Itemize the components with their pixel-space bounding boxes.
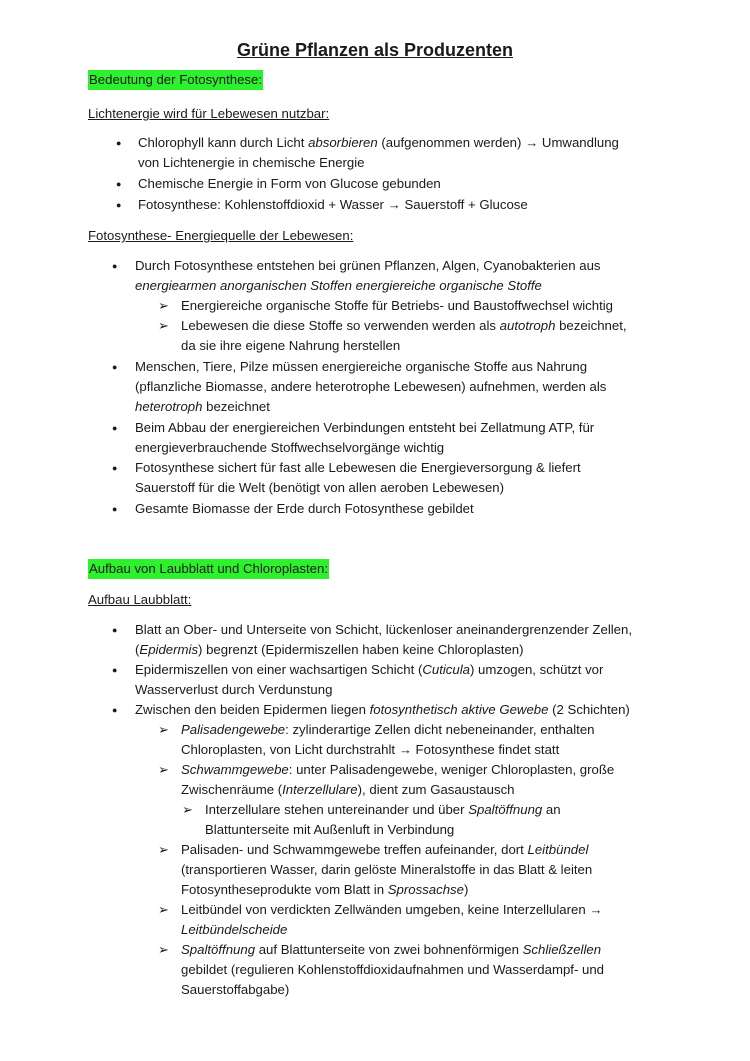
bullet-icon: ● — [112, 261, 118, 271]
bullet-icon: ● — [116, 138, 122, 148]
list-item-continuation: energieverbrauchende Stoffwechselvorgänge wichtig — [135, 440, 445, 455]
list-item: Epidermiszellen von einer wachsartigen Schicht (Cuticula) umzogen, schützt vor — [135, 662, 604, 677]
sub-list-item: Energiereiche organische Stoffe für Betriebs- und Baustoffwechsel wichtig — [181, 298, 614, 313]
sub-list-item: Leitbündel von verdickten Zellwänden umgeben, keine Interzellularen → — [181, 902, 603, 917]
arrow-bullet-icon: ➢ — [182, 802, 193, 817]
bullet-icon: ● — [116, 179, 122, 189]
arrow-bullet-icon: ➢ — [158, 842, 169, 857]
list-item: Gesamte Biomasse der Erde durch Fotosynthese gebildet — [135, 501, 474, 516]
sub-list-item: Spaltöffnung auf Blattunterseite von zwei bohnenförmigen Schließzellen — [181, 942, 602, 957]
bullet-icon: ● — [112, 504, 118, 514]
arrow-bullet-icon: ➢ — [158, 942, 169, 957]
list-item-continuation: energiearmen anorganischen Stoffen energiereiche organische Stoffe — [135, 278, 542, 293]
sub-list-item: Schwammgewebe: unter Palisadengewebe, weniger Chloroplasten, große — [181, 762, 615, 777]
sub-list-item-continuation: da sie ihre eigene Nahrung herstellen — [181, 338, 401, 353]
sub-list-item-continuation: (transportieren Wasser, darin gelöste Mineralstoffe in das Blatt & leiten — [181, 862, 593, 877]
section-heading-aufbau: Aufbau von Laubblatt und Chloroplasten: — [88, 559, 329, 579]
list-item: Beim Abbau der energiereichen Verbindungen entsteht bei Zellatmung ATP, für — [135, 420, 595, 435]
bullet-icon: ● — [112, 665, 118, 675]
subheading-aufbau-laubblatt: Aufbau Laubblatt: — [88, 592, 192, 607]
sub-sub-list-item: Interzellulare stehen untereinander und über Spaltöffnung an — [205, 802, 561, 817]
list-item-continuation: von Lichtenergie in chemische Energie — [138, 155, 365, 170]
sub-list-item-continuation: Chloroplasten, von Licht durchstrahlt → Fotosynthese findet statt — [181, 742, 560, 757]
subheading-lichtenergie: Lichtenergie wird für Lebewesen nutzbar: — [88, 106, 330, 121]
bullet-icon: ● — [116, 200, 122, 210]
list-item-continuation: Sauerstoff für die Welt (benötigt von allen aeroben Lebewesen) — [135, 480, 504, 495]
bullet-icon: ● — [112, 423, 118, 433]
bullet-icon: ● — [112, 463, 118, 473]
list-item-continuation: (Epidermis) begrenzt (Epidermiszellen haben keine Chloroplasten) — [135, 642, 524, 657]
subheading-energiequelle: Fotosynthese- Energiequelle der Lebewesen: — [88, 228, 354, 243]
arrow-bullet-icon: ➢ — [158, 318, 169, 333]
list-item: Menschen, Tiere, Pilze müssen energiereiche organische Stoffe aus Nahrung — [135, 359, 588, 374]
list-item: Fotosynthese sichert für fast alle Lebewesen die Energieversorgung & liefert — [135, 460, 581, 475]
arrow-bullet-icon: ➢ — [158, 722, 169, 737]
sub-list-item-continuation: gebildet (regulieren Kohlenstoffdioxidaufnahmen und Wasserdampf- und — [181, 962, 604, 977]
sub-list-item: Palisaden- und Schwammgewebe treffen aufeinander, dort Leitbündel — [181, 842, 589, 857]
sub-list-item-continuation: Sauerstoffabgabe) — [181, 982, 290, 997]
sub-list-item: Lebewesen die diese Stoffe so verwenden werden als autotroph bezeichnet, — [181, 318, 627, 333]
section-heading-fotosynthese: Bedeutung der Fotosynthese: — [88, 70, 263, 90]
sub-sub-list-item-continuation: Blattunterseite mit Außenluft in Verbindung — [205, 822, 455, 837]
page-title: Grüne Pflanzen als Produzenten — [236, 40, 514, 60]
list-item: Zwischen den beiden Epidermen liegen fotosynthetisch aktive Gewebe (2 Schichten) — [135, 702, 630, 717]
list-item-continuation: heterotroph bezeichnet — [135, 399, 270, 414]
bullet-icon: ● — [112, 705, 118, 715]
sub-list-item: Palisadengewebe: zylinderartige Zellen dicht nebeneinander, enthalten — [181, 722, 595, 737]
arrow-bullet-icon: ➢ — [158, 298, 169, 313]
list-item: Blatt an Ober- und Unterseite von Schicht, lückenloser aneinandergrenzender Zellen, — [135, 622, 633, 637]
sub-list-item-continuation: Fotosyntheseprodukte vom Blatt in Sprossachse) — [181, 882, 469, 897]
arrow-bullet-icon: ➢ — [158, 902, 169, 917]
list-item: Fotosynthese: Kohlenstoffdioxid + Wasser → Sauerstoff + Glucose — [138, 197, 528, 212]
sub-list-item-continuation: Zwischenräume (Interzellulare), dient zum Gasaustausch — [181, 782, 515, 797]
list-item: Chemische Energie in Form von Glucose gebunden — [138, 176, 441, 191]
arrow-bullet-icon: ➢ — [158, 762, 169, 777]
list-item-continuation: (pflanzliche Biomasse, andere heterotrophe Lebewesen) aufnehmen, werden als — [135, 379, 607, 394]
list-item: Chlorophyll kann durch Licht absorbieren (aufgenommen werden) → Umwandlung — [138, 135, 619, 150]
list-item-continuation: Wasserverlust durch Verdunstung — [135, 682, 333, 697]
sub-list-item-continuation: Leitbündelscheide — [181, 922, 288, 937]
bullet-icon: ● — [112, 625, 118, 635]
bullet-icon: ● — [112, 362, 118, 372]
list-item: Durch Fotosynthese entstehen bei grünen Pflanzen, Algen, Cyanobakterien aus — [135, 258, 601, 273]
